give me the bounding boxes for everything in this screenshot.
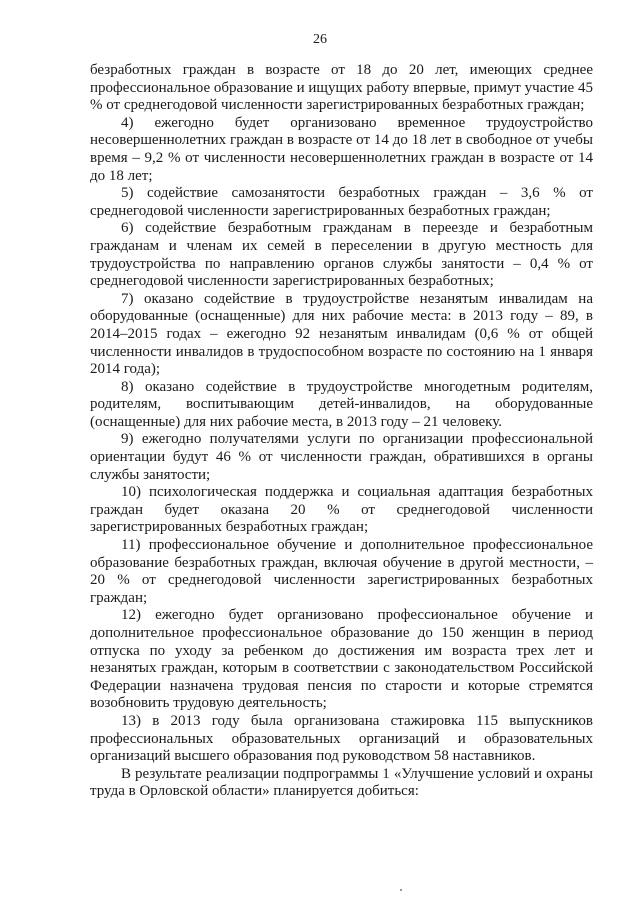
paragraph-item-12: 12) ежегодно будет организовано профессиональное обучение и дополнительное профессиональное образование до 150 женщин в период отпуска по уходу за ребенком до достижения им возраста трех лет и незанятых граждан, которым в соответствии с законодательством Российской Федерации назначена трудовая пенсия по старости и которые стремятся возобновить трудовую деятельность; (90, 607, 593, 712)
paragraph-continuation: безработных граждан в возрасте от 18 до 20 лет, имеющих среднее профессиональное образование и ищущих работу впервые, примут участие 45 % от среднегодовой численности зарегистрированных безработных граждан; (90, 62, 593, 114)
paragraph-subprogram-result: В результате реализации подпрограммы 1 «Улучшение условий и охраны труда в Орловской области» планируется добиться: (90, 765, 593, 800)
paragraph-item-13: 13) в 2013 году была организована стажировка 115 выпускников профессиональных образовательных организаций и образовательных организаций высшего образования под руководством 58 наставников. (90, 712, 593, 765)
paragraph-item-5: 5) содействие самозанятости безработных граждан – 3,6 % от среднегодовой численности зарегистрированных безработных граждан; (90, 185, 593, 219)
body-text (90, 62, 593, 801)
scan-speck (400, 889, 402, 891)
paragraph-item-9: 9) ежегодно получателями услуги по организации профессиональной ориентации будут 46 % от численности граждан, обратившихся в органы службы занятости; (90, 431, 593, 483)
paragraph-item-10: 10) психологическая поддержка и социальная адаптация безработных граждан будет оказана 20 % от среднегодовой численности зарегистрированных безработных граждан; (90, 484, 593, 536)
paragraph-item-7: 7) оказано содействие в трудоустройстве незанятым инвалидам на оборудованные (оснащенные) для них рабочие места: в 2013 году – 89, в 2014–2015 годах – ежегодно 92 незанятым инвалидам (0,6 % от общей численности инвалидов в трудоспособном возрасте по состоянию на 1 января 2014 года); (90, 290, 593, 378)
paragraph-item-4: 4) ежегодно будет организовано временное трудоустройство несовершеннолетних граждан в возрасте от 14 до 18 лет в свободное от учебы время – 9,2 % от численности несовершеннолетних граждан в возрасте от 14 до 18 лет; (90, 114, 593, 184)
paragraph-item-8: 8) оказано содействие в трудоустройстве многодетным родителям, родителям, воспитывающим детей-инвалидов, на оборудованные (оснащенные) для них рабочие места, в 2013 году – 21 человеку. (90, 378, 593, 430)
page-number: 26 (313, 32, 327, 47)
paragraph-item-6: 6) содействие безработным гражданам в переезде и безработным гражданам и членам их семей в переселении в другую местность для трудоустройства по направлению органов службы занятости – 0,4 % от среднегодовой численности зарегистрированных безработных; (90, 220, 593, 290)
paragraph-item-11: 11) профессиональное обучение и дополнительное профессиональное образование безработных граждан, включая обучение в другой местности, – 20 % от среднегодовой численности зарегистрированных безработных граждан; (90, 537, 593, 606)
